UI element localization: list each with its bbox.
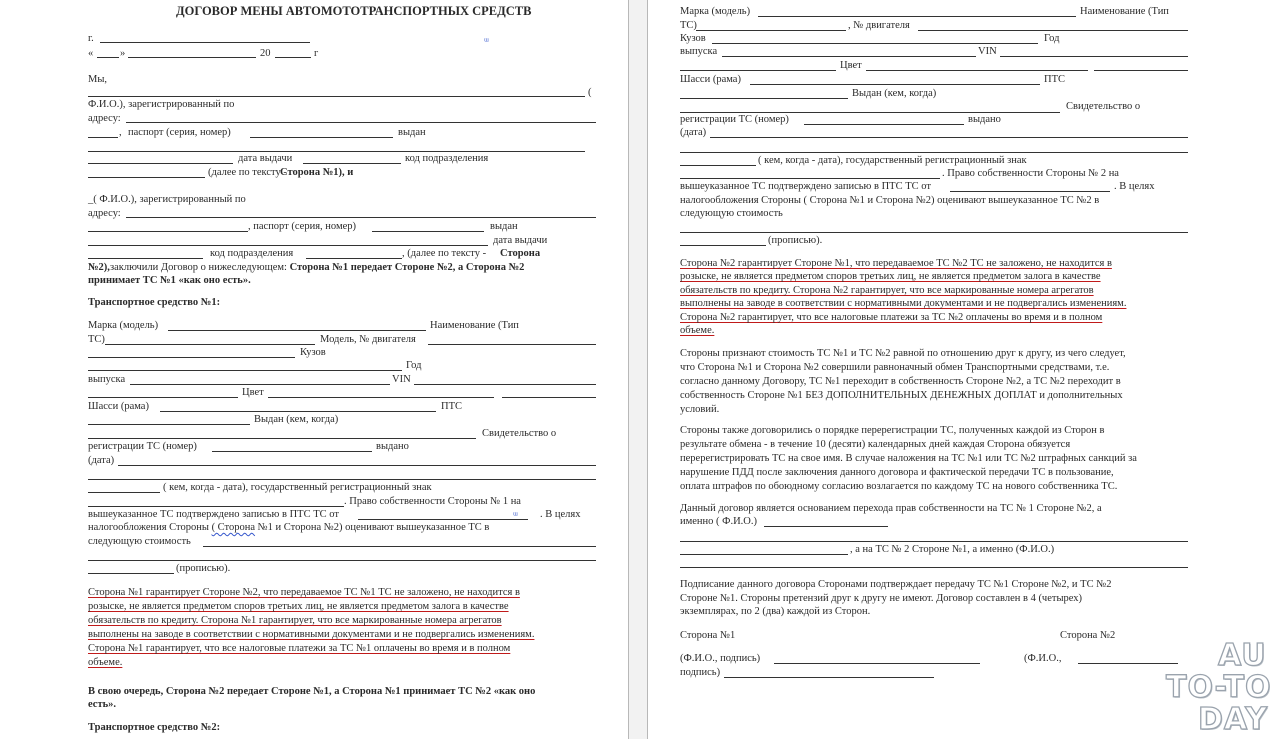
name-type-label: Наименование (Тип — [430, 320, 519, 331]
r-body-label: Кузов — [680, 33, 706, 44]
rereg-line-d: нарушение ПДД после заключения данного договора и фактической передачи ТС в пользование, — [680, 467, 1114, 478]
division-code-label-2: код подразделения — [210, 248, 294, 259]
date-blank — [118, 465, 596, 466]
equal-line-d: собственность Стороне №1 БЕЗ ДОПОЛНИТЕЛЬНЫХ ДЕНЕЖНЫХ ДОПЛАТ и дополнительных — [680, 390, 1123, 401]
fio-sign1-label: (Ф.И.О., подпись) — [680, 653, 761, 664]
division-blank-2 — [306, 258, 402, 259]
brand-model-blank — [168, 330, 426, 331]
equal-line-e: условий. — [680, 404, 720, 415]
logo-line-2: TO-TO — [1166, 670, 1272, 705]
side2-signature-label: Сторона №2 — [1060, 630, 1116, 641]
sign-line-b: Стороне №1. Стороны претензий друг к другу не имеют. Договор составлен в 4 (четырех) — [680, 593, 1083, 604]
side1-signature-label: Сторона №1 — [680, 630, 736, 641]
r-issued-label: выдано — [968, 114, 1001, 125]
r-registration-label: регистрации ТС (номер) — [680, 114, 789, 125]
sign-line-a: Подписание данного договора Сторонами подтверждает передачу ТС №1 Стороне №2, и ТС №2 — [680, 579, 1112, 590]
page-gutter — [628, 0, 648, 739]
r-color-blank — [866, 70, 1088, 71]
side1-bold: Сторона №1), и — [280, 167, 354, 178]
r-chassis-blank — [750, 84, 1040, 85]
issued-by-label: Выдан (кем, когда) — [254, 414, 339, 425]
comma: , — [119, 127, 122, 138]
fio-sign2-label: (Ф.И.О., — [1024, 653, 1062, 664]
reg-sign-blank — [88, 492, 160, 493]
engine-blank — [428, 344, 596, 345]
address-blank-4 — [88, 231, 248, 232]
vin-label: VIN — [392, 374, 411, 385]
registration-blank — [212, 451, 372, 452]
pts-record-blank — [358, 519, 528, 520]
r-ts-blank — [696, 30, 846, 31]
basis-line-a: Данный договор является основанием перехода прав собственности на ТС № 1 Стороне №2, а — [680, 503, 1102, 514]
date-close-quote: » — [120, 48, 126, 59]
r-release-label: выпуска — [680, 46, 718, 57]
color-blank-2 — [502, 397, 596, 398]
guarantee1-line-f: объеме. — [88, 657, 123, 668]
date-open-quote: « — [88, 48, 94, 59]
brand-model-label: Марка (модель) — [88, 320, 159, 331]
city-blank — [100, 42, 310, 43]
basis-blank-2 — [680, 554, 848, 555]
taxation-label: налогообложения Стороны ( Сторона №1 и Сторона №2) оценивают вышеуказанное ТС в — [88, 522, 490, 533]
document-title: ДОГОВОР МЕНЫ АВТОМОТОТРАНСПОРТНЫХ СРЕДСТВ — [176, 4, 532, 18]
issued-blank-2 — [88, 245, 488, 246]
r-pts-record-label: вышеуказанное ТС подтверждено записью в ПТС ТС от — [680, 181, 931, 192]
release-blank — [130, 384, 390, 385]
chassis-blank — [160, 411, 436, 412]
r-reg-sign-blank — [680, 165, 756, 166]
passport-blank — [250, 137, 393, 138]
r-pts-record-blank — [950, 191, 1110, 192]
contract-line-b: принимает ТС №1 «как оно есть». — [88, 275, 251, 286]
rereg-line-a: Стороны также договорились о порядке перерегистрации ТС, полученных каждой из Сторон в — [680, 425, 1105, 436]
month-blank — [128, 57, 256, 58]
turn-line-a: В свою очередь, Сторона №2 передает Стороне №1, а Сторона №1 принимает ТС №2 «как оно — [88, 686, 536, 697]
issue-date-blank — [88, 163, 233, 164]
in-words-label: (прописью). — [176, 563, 231, 574]
r-date-blank — [710, 137, 1188, 138]
logo-line-1: AU — [1218, 638, 1267, 673]
r-vin-blank — [1000, 56, 1188, 57]
chassis-label: Шасси (рама) — [88, 401, 149, 412]
cost-label: следующую стоимость — [88, 536, 191, 547]
pts-record-label: вышеуказанное ТС подтверждено записью в ПТС ТС от — [88, 509, 339, 520]
we-label: Мы, — [88, 74, 108, 85]
tax-purposes-label: . В целях — [540, 509, 581, 520]
r-certificate-label: Свидетельство о — [1066, 101, 1141, 112]
issued-label-2: выдан — [490, 221, 518, 232]
r-ts-label: ТС) — [680, 20, 697, 31]
rereg-line-c: перерегистрировать ТС на свое имя. В случае наложения на ТС №1 или ТС №2 штрафных санкций за — [680, 453, 1137, 464]
r-brand-label: Марка (модель) — [680, 6, 751, 17]
spellcheck-mark-2: ᵚ — [513, 510, 518, 521]
contract-line-a: №2),заключили Договор о нижеследующем: Сторона №1 передает Стороне №2, а Сторона №2 — [88, 262, 525, 273]
r-reg-sign-label: ( кем, когда - дата), государственный регистрационный знак — [758, 155, 1027, 166]
logo-line-3: DAY — [1198, 702, 1268, 737]
issue-date-label: дата выдачи — [238, 153, 293, 164]
document-page-left — [0, 0, 628, 739]
r-tax-label: . В целях — [1114, 181, 1155, 192]
guarantee1-line-c: обязательств по кредиту. Сторона №1 гарантирует, что все маркированные номера агрегатов — [88, 615, 502, 626]
passport-label: паспорт (серия, номер) — [128, 127, 231, 138]
in-words-blank — [88, 573, 174, 574]
division-blank — [88, 177, 205, 178]
r-pts-label: ПТС — [1044, 74, 1065, 85]
registration-label: регистрации ТС (номер) — [88, 441, 197, 452]
color-blank-pre — [88, 397, 238, 398]
pts-label: ПТС — [441, 401, 462, 412]
side1-pre: (далее по тексту - — [208, 167, 287, 178]
r-name-label: Наименование (Тип — [1080, 6, 1169, 17]
r-engine-label: , № двигателя — [848, 20, 910, 31]
rereg-line-e: оплата штрафов по обоюдному согласию возлагается по каждому ТС на нового собственника ТС. — [680, 481, 1118, 492]
year-suffix: г — [314, 48, 319, 59]
r-registration-blank — [804, 124, 964, 125]
r-pts-blank — [680, 98, 848, 99]
basis-blank-3 — [680, 567, 1188, 568]
guarantee1-line-a: Сторона №1 гарантирует Стороне №2, что передаваемое ТС №1 ТС не заложено, не находится в — [88, 587, 520, 598]
r-year-label: Год — [1044, 33, 1060, 44]
year-label: Год — [406, 360, 422, 371]
certificate-label: Свидетельство о — [482, 428, 557, 439]
body-blank — [88, 370, 402, 371]
r-taxation-label: налогообложения Стороны ( Сторона №1 и Сторона №2) оценивают вышеуказанное ТС №2 в — [680, 195, 1100, 206]
r-issued-by-label: Выдан (кем, когда) — [852, 88, 937, 99]
side2-pre: , (далее по тексту - — [402, 248, 487, 259]
issued-by-blank — [88, 438, 476, 439]
ts-close-label: ТС) — [88, 334, 105, 345]
fio-blank-1 — [88, 96, 585, 97]
r-ownership-blank — [680, 178, 940, 179]
r-cost-label: следующую стоимость — [680, 208, 783, 219]
r-engine-blank — [918, 30, 1188, 31]
open-paren: ( — [588, 87, 592, 98]
guarantee2-line-c: обязательств по кредиту. Сторона №2 гарантирует, что все маркированные номера агрегатов — [680, 285, 1094, 296]
reg-blank — [88, 479, 596, 480]
guarantee1-line-e: Сторона №1 гарантирует, что все налоговые платежи за ТС №1 оплачены во время и в полном — [88, 643, 511, 654]
color-blank — [268, 397, 494, 398]
guarantee1-line-b: розыске, не является предметом споров третьих лиц, не является предметом залога в качестве — [88, 601, 509, 612]
year-blank — [275, 57, 311, 58]
side2-bold: Сторона — [500, 248, 541, 259]
r-body-blank — [712, 43, 1038, 44]
r-in-words-label: (прописью). — [768, 235, 823, 246]
body-label: Кузов — [300, 347, 326, 358]
r-date-label: (дата) — [680, 127, 707, 138]
issue-date-blank-2 — [88, 258, 203, 259]
r-ownership-label: . Право собственности Стороны № 2 на — [942, 168, 1119, 179]
vin-blank — [414, 384, 596, 385]
equal-line-b: что Сторона №1 и Сторона №2 совершили равноначный обмен Транспортными средствами, т.е. — [680, 362, 1110, 373]
guarantee2-line-e: Сторона №2 гарантирует, что все налоговые платежи за ТС №2 оплачены во время и в полном — [680, 312, 1103, 323]
fio-registered-label: Ф.И.О.), зарегистрированный по — [88, 99, 235, 110]
sign1-blank — [774, 663, 980, 664]
passport-label-2: , паспорт (серия, номер) — [248, 221, 356, 232]
guarantee2-line-f: объеме. — [680, 325, 715, 336]
equal-line-a: Стороны признают стоимость ТС №1 и ТС №2 равной по отношению друг к другу, из чего следует, — [680, 348, 1126, 359]
r-chassis-label: Шасси (рама) — [680, 74, 741, 85]
address-blank-3 — [126, 217, 596, 218]
guarantee2-line-d: выполнены на заводе в соответствии с нормативными документами и не подвергались изменениям. — [680, 298, 1127, 309]
r-reg-blank — [680, 152, 1188, 153]
day-blank — [97, 57, 119, 58]
address-label-2: адресу: — [88, 208, 121, 219]
r-cost-blank — [680, 232, 1188, 233]
r-color-blank-pre — [680, 70, 836, 71]
ownership-blank — [88, 506, 344, 507]
sign-line-c: экземплярах, по 2 (два) каждой из Сторон. — [680, 606, 871, 617]
city-label: г. — [88, 33, 94, 44]
turn-line-b: есть». — [88, 699, 117, 710]
issued3-label: выдано — [376, 441, 409, 452]
r-brand-blank — [758, 16, 1076, 17]
issued-label: выдан — [398, 127, 426, 138]
reg-sign-label: ( кем, когда - дата), государственный регистрационный знак — [163, 482, 432, 493]
basis-blank — [680, 541, 1188, 542]
guarantee2-line-a: Сторона №2 гарантирует Стороне №1, что передаваемое ТС №2 ТС не заложено, не находится в — [680, 258, 1112, 269]
color-label: Цвет — [242, 387, 264, 398]
spellcheck-mark: ᵚ — [484, 36, 489, 47]
guarantee1-line-d: выполнены на заводе в соответствии с нормативными документами и не подвергались изменениям. — [88, 629, 535, 640]
r-color-label: Цвет — [840, 60, 862, 71]
equal-line-c: согласно данному Договору, ТС №1 переходит в собственность Стороне №2, а ТС №2 переходит в — [680, 376, 1121, 387]
pts-blank — [88, 424, 250, 425]
ownership1-label: . Право собственности Стороны № 1 на — [344, 496, 521, 507]
rereg-line-b: результате обмена - в течение 10 (десяти) календарных дней каждая Сторона обязуется — [680, 439, 1071, 450]
r-color-blank-2 — [1094, 70, 1188, 71]
r-vin-label: VIN — [978, 46, 997, 57]
fio-sign2-label-b: подпись) — [680, 667, 721, 678]
model-engine-label: Модель, № двигателя — [320, 334, 416, 345]
issued-blank — [88, 151, 585, 152]
cost-blank — [203, 546, 596, 547]
autotoday-logo — [1162, 640, 1274, 736]
guarantee2-line-b: розыске, не является предметом споров третьих лиц, не является предметом залога в качестве — [680, 271, 1101, 282]
passport-blank-2 — [372, 231, 484, 232]
date-paren-label: (дата) — [88, 455, 115, 466]
issue-date-value-blank — [303, 163, 401, 164]
basis-line-b: именно ( Ф.И.О.) — [680, 516, 757, 527]
vehicle1-heading: Транспортное средство №1: — [88, 297, 221, 308]
basis-line-c: , а на ТС № 2 Стороне №1, а именно (Ф.И.О.) — [850, 544, 1055, 555]
issue-date-label-2: дата выдачи — [493, 235, 548, 246]
cost-blank-2 — [88, 560, 596, 561]
year-prefix: 20 — [260, 48, 271, 59]
address-label: адресу: — [88, 113, 121, 124]
ts-type-blank — [105, 344, 315, 345]
sign2-blank-b — [724, 677, 934, 678]
r-release-blank — [722, 56, 976, 57]
vehicle2-heading: Транспортное средство №2: — [88, 722, 221, 733]
basis-fio-blank — [764, 526, 888, 527]
r-in-words-blank — [680, 245, 766, 246]
document-page-right — [648, 0, 1280, 739]
address-blank — [126, 122, 596, 123]
address-blank-2 — [88, 137, 118, 138]
release-label: выпуска — [88, 374, 126, 385]
division-code-label: код подразделения — [405, 153, 489, 164]
fio-registered-label-2: _( Ф.И.О.), зарегистрированный по — [88, 194, 246, 205]
engine-blank-2 — [88, 357, 295, 358]
